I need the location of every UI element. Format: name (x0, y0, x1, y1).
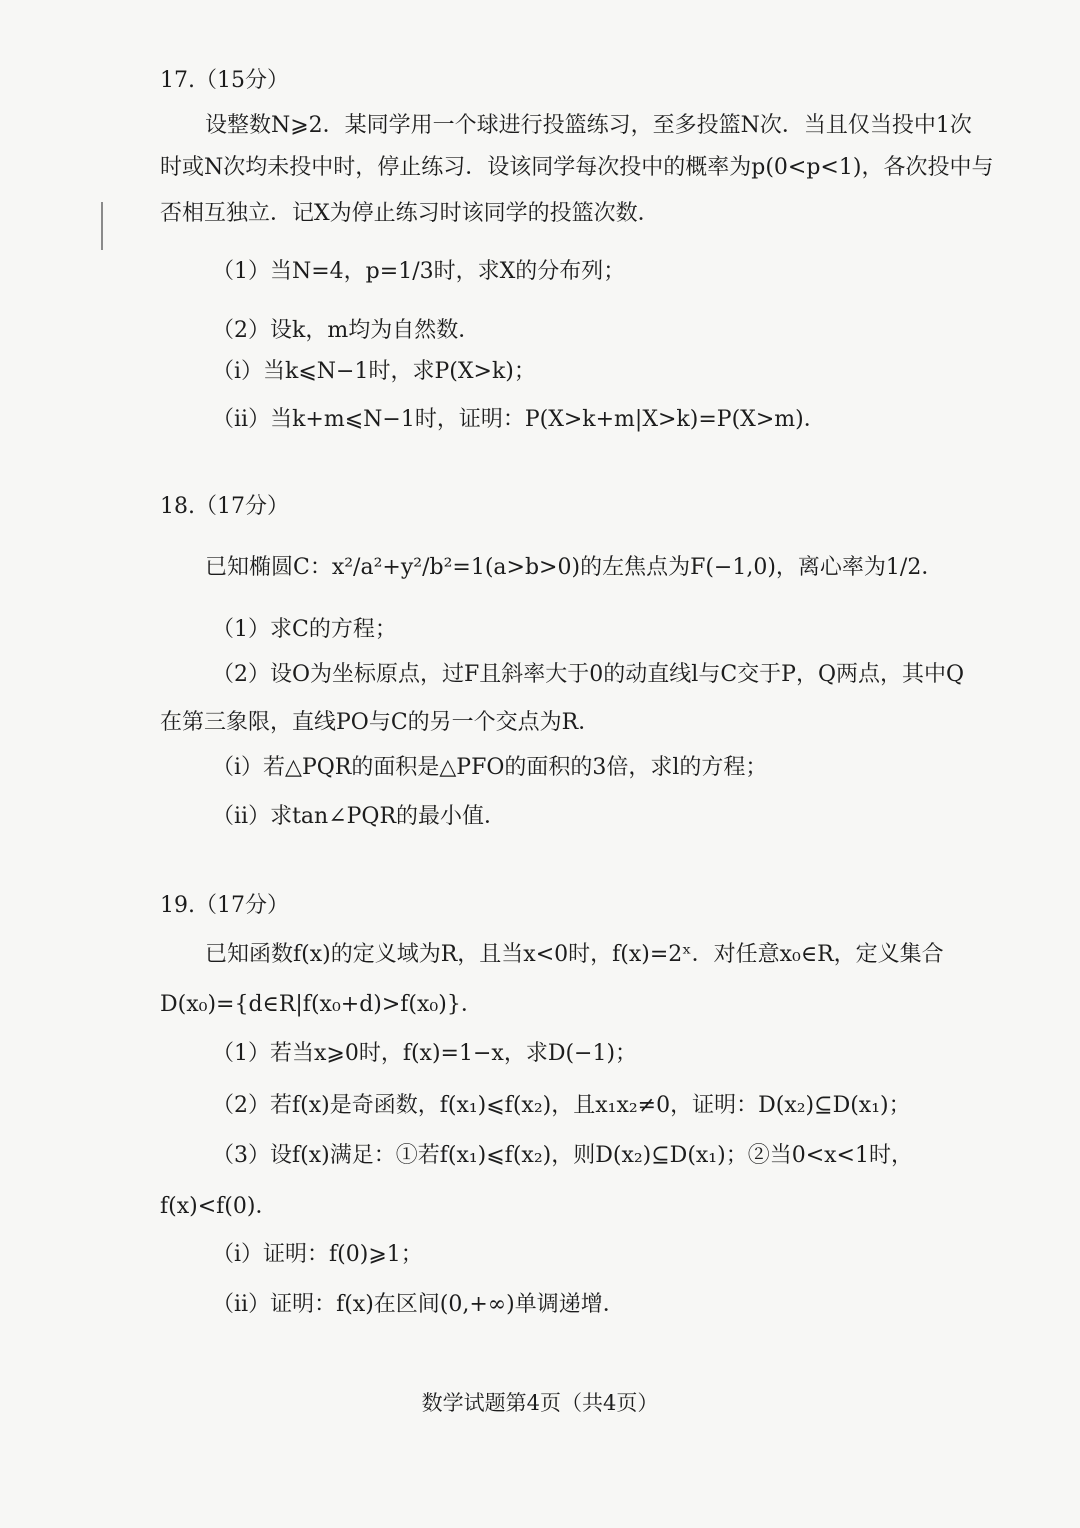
binding-mark (101, 202, 103, 250)
q19-part3-line1: （3）设f(x)满足：①若f(x₁)⩽f(x₂)，则D(x₂)⊆D(x₁)；②当0<x<1时， (212, 1143, 913, 1168)
q17-stem-line1: 设整数N⩾2．某同学用一个球进行投篮练习，至多投篮N次．当且仅当投中1次 (205, 113, 972, 138)
q18-part2-ii: （ⅱ）求tan∠PQR的最小值． (212, 804, 507, 829)
q17-part2: （2）设k，m均为自然数． (212, 318, 481, 343)
q18-stem: 已知椭圆C：x²/a²+y²/b²=1(a>b>0)的左焦点为F(−1,0)，离心率为1/2． (205, 555, 944, 580)
q17-stem-line2: 时或N次均未投中时，停止练习．设该同学每次投中的概率为p(0<p<1)，各次投中与 (160, 155, 994, 180)
q18-part1: （1）求C的方程； (212, 617, 397, 642)
q17-part2-ii: （ⅱ）当k+m⩽N−1时，证明：P(X>k+m|X>k)=P(X>m)． (212, 407, 826, 432)
q19-part3-line2: f(x)<f(0)． (160, 1194, 278, 1219)
q19-part3-i: （ⅰ）证明：f(0)⩾1； (212, 1242, 423, 1267)
q17-stem-line3: 否相互独立．记X为停止练习时该同学的投篮次数． (160, 201, 660, 226)
q19-stem-line1: 已知函数f(x)的定义域为R，且当x<0时，f(x)=2ˣ．对任意x₀∈R，定义集合 (205, 942, 944, 967)
q18-part2-line2: 在第三象限，直线PO与C的另一个交点为R． (160, 710, 601, 735)
q19-part3-ii: （ⅱ）证明：f(x)在区间(0,+∞)单调递增． (212, 1292, 625, 1317)
q19-stem-line2: D(x₀)={d∈R|f(x₀+d)>f(x₀)}． (160, 992, 483, 1017)
q17-part1: （1）当N=4，p=1/3时，求X的分布列； (212, 259, 626, 284)
q17-part2-i: （ⅰ）当k⩽N−1时，求P(X>k)； (212, 359, 536, 384)
q18-part2-i: （ⅰ）若△PQR的面积是△PFO的面积的3倍，求l的方程； (212, 755, 768, 780)
q19-header: 19.（17分） (160, 893, 289, 918)
page-footer: 数学试题第4页（共4页） (421, 1391, 659, 1415)
q17-header: 17.（15分） (160, 68, 289, 93)
q19-part2: （2）若f(x)是奇函数，f(x₁)⩽f(x₂)，且x₁x₂≠0，证明：D(x₂)⊆D(x₁)； (212, 1093, 911, 1118)
q18-header: 18.（17分） (160, 494, 289, 519)
q19-part1: （1）若当x⩾0时，f(x)=1−x，求D(−1)； (212, 1041, 638, 1066)
q18-part2-line1: （2）设O为坐标原点，过F且斜率大于0的动直线l与C交于P，Q两点，其中Q (212, 662, 965, 687)
